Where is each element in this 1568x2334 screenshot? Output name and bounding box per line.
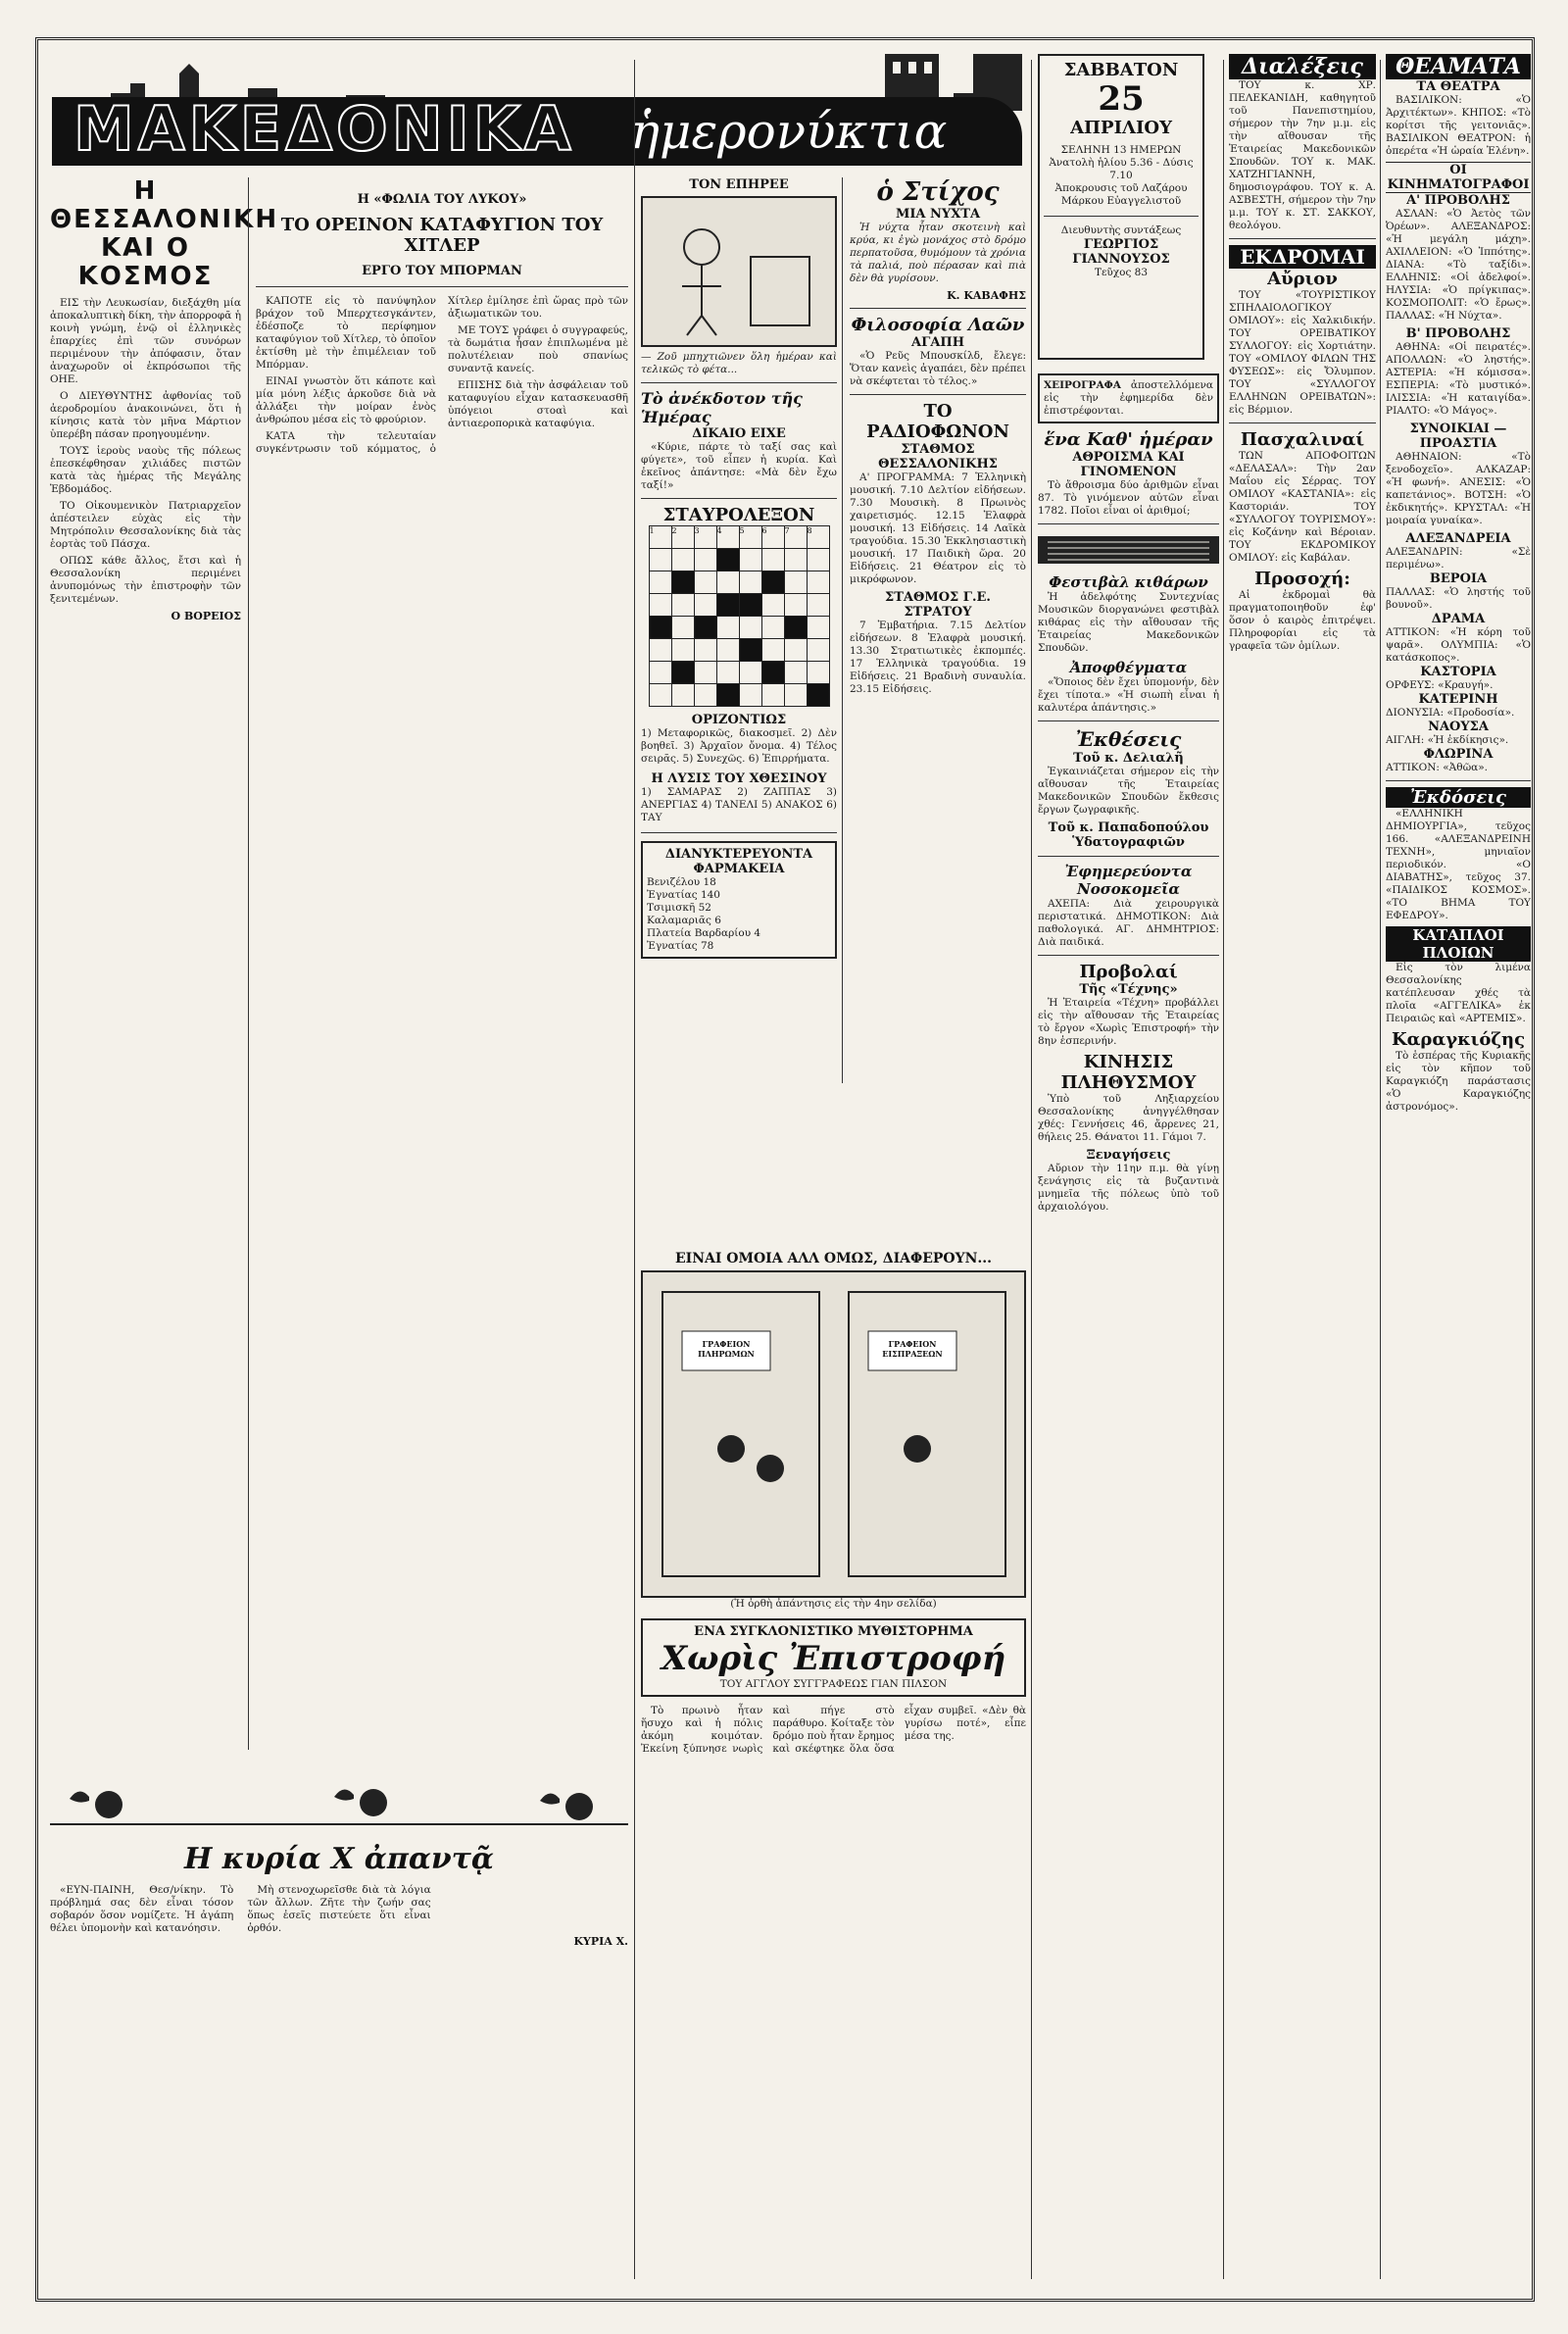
karagiozis-title: Καραγκιόζης: [1391, 1029, 1526, 1050]
paragraph: ΚΑΠΟΤΕ εἰς τὸ πανύψηλον βράχον τοῦ Μπερχτεσγκάντεν, ἐδέσποζε τὸ περίφημον καταφύγιον τοῦ Χίτλερ, τὸ ὁποῖον ἐκτίσθη μὲ τὴν ἐπιμέλειαν τοῦ Μπόρμαν.: [256, 295, 436, 371]
attention-title: Προσοχή:: [1254, 569, 1350, 589]
crossword-number: 5: [739, 526, 761, 549]
town-name: ΒΕΡΟΙΑ: [1429, 571, 1488, 586]
excursions-text: ΤΟΥ «ΤΟΥΡΙΣΤΙΚΟΥ ΣΠΗΛΑΙΟΛΟΓΙΚΟΥ ΟΜΙΛΟΥ»: εἰς Χαλκιδικήν. ΤΟΥ ΟΡΕΙΒΑΤΙΚΟΥ ΣΥΛΛΟΓΟΥ: εἰς Χορτιάτην. ΤΟΥ «ΟΜΙΛΟΥ ΦΙΛΩΝ ΤΗΣ ΦΥΣΕΩΣ»: εἰς Ὄλυμπον. ΤΟΥ «ΣΥΛΛΟΓΟΥ ΕΛΛΗΝΩΝ ΟΡΕΙΒΑΤΩΝ»: εἰς Βέρμιον.: [1229, 289, 1376, 416]
volume: Τεῦχος 83: [1094, 267, 1149, 278]
column-shows: [1386, 54, 1531, 2279]
suburbs-title: ΣΥΝΟΙΚΙΑΙ — ΠΡΟΑΣΤΙΑ: [1409, 422, 1507, 451]
crossword-number: 6: [761, 526, 784, 549]
exhibition-item: Ὑδατογραφιῶν: [1072, 835, 1185, 850]
crossword-grid: [649, 525, 830, 707]
theatres-text: ΒΑΣΙΛΙΚΟΝ: «Ὁ Ἀρχιτέκτων». ΚΗΠΟΣ: «Τὸ κορίτσι τῆς γειτονιᾶς». ΒΑΣΙΛΙΚΟΝ ΘΕΑΤΡΟΝ: ἡ ὀπερέτα «Ἡ ὡραία Ἑλένη».: [1386, 94, 1531, 157]
town-text: ΑΤΤΙΚΟΝ: «Ἡ κόρη τοῦ ψαρᾶ». ΟΛΥΜΠΙΑ: «Ὁ κατάσκοπος».: [1386, 626, 1531, 664]
masthead: [52, 54, 1022, 167]
editor-name: ΓΕΩΡΓΙΟΣ ΓΙΑΝΝΟΥΣΟΣ: [1072, 237, 1170, 267]
attention-text: Αἱ ἐκδρομαὶ θὰ πραγματοποιηθοῦν ἐφ' ὅσον ὁ καιρὸς ἐπιτρέψει. Πληροφορίαι εἰς τὰ γραφεῖα τῶν ὁμίλων.: [1229, 589, 1376, 652]
festival-text: Ἡ ἀδελφότης Συντεχνίας Μουσικῶν διοργανώνει φεστιβὰλ κιθάρας εἰς τὴν αἴθουσαν τῆς Ἑταιρείας Μακεδονικῶν Σπουδῶν.: [1038, 591, 1219, 654]
town-text: ΑΙΓΛΗ: «Ἡ ἐκδίκησις».: [1386, 734, 1509, 746]
publications-text: «ΕΛΛΗΝΙΚΗ ΔΗΜΙΟΥΡΓΙΑ», τεῦχος 166. «ΑΛΕΞΑΝΔΡΕΙΝΗ ΤΕΧΝΗ», μηνιαῖον περιοδικόν. «Ο ΔΙΑΒΑΤΗΣ», τεῦχος 37. «ΠΑΙΔΙΚΟΣ ΚΟΣΜΟΣ». «ΤΟ ΒΗΜΑ ΤΟΥ ΕΦΕΔΡΟΥ».: [1386, 808, 1531, 921]
daily-text: Τὸ ἄθροισμα δύο ἀριθμῶν εἶναι 87. Τὸ γινόμενον αὐτῶν εἶναι 1782. Ποῖοι εἶναι οἱ ἀριθμοί;: [1038, 479, 1219, 517]
town-name: ΚΑΤΕΡΙΝΗ: [1418, 692, 1498, 707]
first-run-text: ΑΣΛΑΝ: «Ὁ Ἀετὸς τῶν Ὀρέων». ΑΛΕΞΑΝΔΡΟΣ: «Ἡ μεγάλη μάχη». ΑΧΙΛΛΕΙΟΝ: «Ὁ Ἰππότης». ΔΙΑΝΑ: «Τὸ ταξίδι». ΕΛΛΗΝΙΣ: «Οἱ ἀδελφοί». ΗΛΥΣΙΑ: «Ὁ πρίγκιπας». ΚΟΣΜΟΠΟΛΙΤ: «Ὁ ἔρως». ΠΑΛΛΑΣ: «Ἡ Νύχτα».: [1386, 208, 1531, 322]
hospitals-text: ΑΧΕΠΑ: Διὰ χειρουργικὰ περιστατικά. ΔΗΜΟΤΙΚΟΝ: Διὰ παθολογικά. ΑΓ. ΔΗΜΗΤΡΙΟΣ: Διὰ παιδικά.: [1038, 898, 1219, 948]
anecdote-text: «Κύριε, πάρτε τὸ ταξί σας καὶ φύγετε», τοῦ εἶπεν ἡ κυρία. Καὶ ἐκεῖνος ἀπάντησε: «Μὰ δὲν ἔχω ταξί!»: [641, 441, 837, 491]
radio-title: ΤΟ ΡΑΔΙΟΦΩΝΟΝ: [866, 401, 1009, 442]
newspaper-page: [35, 37, 1535, 2302]
date-box: [1038, 54, 1204, 363]
town-text: ΑΛΕΞΑΝΔΡΙΝ: «Σὲ περιμένω».: [1386, 546, 1531, 571]
paragraph: Μὴ στενοχωρεῖσθε διὰ τὰ λόγια τῶν ἄλλων. Ζῆτε τὴν ζωήν σας ὅπως ἐσεῖς πιστεύετε ὅτι εἶναι ὀρθόν.: [247, 1884, 431, 1934]
cartoon-title: ΤΟΝ ΕΠΗΡΕΕ: [689, 177, 789, 192]
paragraph: Ο ΔΙΕΥΘΥΝΤΗΣ ἀφθονίας τοῦ ἀεροδρομίου ἀνακοινώνει, ὅτι ἡ κίνησις κατὰ τὸν μῆνα Μάρτιον ὑπερέβη πάσαν προηγουμένην.: [50, 390, 241, 440]
suburbs-text: ΑΘΗΝΑΙΟΝ: «Τὸ ξενοδοχεῖο». ΑΛΚΑΖΑΡ: «Ἡ φωνή». ΑΝΕΣΙΣ: «Ὁ καπετάνιος». ΒΟΤΣΗ: «Ὁ ἐκδικητής». ΚΡΥΣΤΑΛ: «Ἡ μοιραία γυναίκα».: [1386, 451, 1531, 526]
paragraph: ΕΙΣ τὴν Λευκωσίαν, διεξάχθη μία ἀποκαλυπτικὴ δίκη, τὴν ἀπορροφᾶ ἡ κοινὴ γνώμη, ἐνῷ οἱ ἐλληνικὲς ἐπαρχίες ἐπὶ τῶν συνόρων περιμένουν τὴν ἀπόφασιν, ὅταν ἀναχωροῦν οἱ ἐκπρόσωποι τῆς ΟΗΕ.: [50, 297, 241, 385]
pharmacy-item: Βενιζέλου 18: [647, 876, 716, 888]
signature: Ο ΒΟΡΕΙΟΣ: [171, 610, 241, 622]
cartoon-sign: ΓΡΑΦΕΙΟΝ ΠΛΗΡΩΜΩΝ: [698, 1339, 755, 1359]
paragraph: ΟΠΩΣ κάθε ἄλλος, ἔτσι καὶ ἡ Θεσσαλονίκη περιμένει ἀνυπομόνως τὴν ἐπιστροφὴν τῶν ξενιτεμένων.: [50, 555, 241, 605]
cartoon-sign: ΓΡΑΦΕΙΟΝ ΕΙΣΠΡΑΞΕΩΝ: [882, 1339, 943, 1359]
pharmacies-title: ΔΙΑΝΥΚΤΕΡΕΥΟΝΤΑ ΦΑΡΜΑΚΕΙΑ: [664, 847, 813, 876]
notice-title: ΧΕΙΡΟΓΡΑΦΑ: [1044, 379, 1121, 391]
screenings-title: Προβολαί: [1079, 962, 1178, 982]
second-run-title: Β' ΠΡΟΒΟΛΗΣ: [1405, 326, 1511, 341]
date-line: Ἀποκρουσις τοῦ Λαζάρου: [1054, 182, 1188, 194]
poem-title: ὁ Στίχος: [876, 177, 1000, 207]
clues-title: ΟΡΙΖΟΝΤΙΩΣ: [691, 713, 787, 727]
ships-text: Εἰς τὸν λιμένα Θεσσαλονίκης κατέπλευσαν χθές τὰ πλοῖα «ΑΓΓΕΛΙΚΑ» ἐκ Πειραιῶς καὶ «ΑΡΤΕΜΙΣ».: [1386, 962, 1531, 1024]
byline: ΕΡΓΟ ΤΟΥ ΜΠΟΡΜΑΝ: [362, 264, 522, 278]
tours-text: Αὔριον τὴν 11ην π.μ. θὰ γίνῃ ξενάγησις εἰς τὰ βυζαντινὰ μνημεῖα τῆς πόλεως ὑπὸ τοῦ ἀρχαιολόγου.: [1038, 1163, 1219, 1213]
column-hitler-article: [256, 192, 628, 1731]
first-run-title: Α' ΠΡΟΒΟΛΗΣ: [1406, 193, 1510, 208]
exhibition-text: Ἐγκαινιάζεται σήμερον εἰς τὴν αἴθουσαν τῆς Ἑταιρείας Μακεδονικῶν Σπουδῶν ἔκθεσις ἔργων ζωγραφικῆς.: [1038, 766, 1219, 816]
column-puzzles: [641, 177, 837, 1236]
crossword-title: ΣΤΑΥΡΟΛΕΞΟΝ: [662, 505, 815, 525]
date-line: Μάρκου Εὐαγγελιστοῦ: [1060, 195, 1182, 207]
column-poem-radio: [850, 177, 1026, 1079]
pharmacy-item: Ἐγνατίας 140: [647, 889, 720, 901]
lectures-title: Διαλέξεις: [1229, 54, 1376, 79]
cupids-illustration: [50, 1775, 628, 1834]
shows-title: ΘΕΑΜΑΤΑ: [1386, 54, 1531, 79]
comparison-cartoon-image: [641, 1270, 1026, 1598]
second-run-text: ΑΘΗΝΑ: «Οἱ πειρατές». ΑΠΟΛΛΩΝ: «Ὁ ληστής». ΑΣΤΕΡΙΑ: «Ἡ κόμισσα». ΕΣΠΕΡΙΑ: «Τὸ μυστικό». ΙΛΙΣΣΙΑ: «Ἡ καταιγίδα». ΡΙΑΛΤΟ: «Ὁ Μάγος».: [1386, 341, 1531, 417]
paragraph: ΜΕ ΤΟΥΣ γράφει ὁ συγγραφεύς, τὰ δωμάτια ἦσαν ἐπιπλωμένα μὲ πολυτέλειαν ποὺ σπανίως συναντᾷ κανείς.: [448, 324, 628, 374]
radio-subtitle-2: ΣΤΑΘΜΟΣ Γ.Ε. ΣΤΡΑΤΟΥ: [885, 590, 991, 620]
paragraph: ΕΙΝΑΙ γνωστὸν ὅτι κάποτε καὶ μία μόνη λέξις ἀρκοῦσε διὰ νὰ ἀλλάξει τὴν μοίραν ἑνὸς ἀνθρώπου μέσα εἰς τὸ φρούριον.: [256, 375, 436, 425]
publications-title: Ἐκδόσεις: [1386, 787, 1531, 808]
town-name: ΑΛΕΞΑΝΔΡΕΙΑ: [1405, 531, 1511, 546]
column-cartoon-serial: [641, 1251, 1026, 2285]
anecdote-subtitle: ΔΙΚΑΙΟ ΕΙΧΕ: [692, 426, 786, 441]
radio-text: Α' ΠΡΟΓΡΑΜΜΑ: 7 Ἑλληνικὴ μουσική. 7.10 Δελτίον εἰδήσεων. 7.30 Μουσικὴ. 8 Πρωινὸς χαιρετισμός. 12.15 Ἐλαφρὰ μουσική. 13 Εἰδήσεις. 14 Λαϊκὰ τραγούδια. 15.30 Ἐκκλησιαστικὴ μουσική. 17 Παιδικὴ ὥρα. 20 Εἰδήσεις. 21 Θέατρον εἰς τὸ μικρόφωνον.: [850, 472, 1026, 585]
clues-text: 1) Μεταφορικῶς, διακοσμεῖ. 2) Δὲν βοηθεῖ. 3) Ἀρχαῖον ὄνομα. 4) Τέλος σειρᾶς. 5) Συνεχῶς. 6) Ἐπιρρήματα.: [641, 727, 837, 765]
town-text: ΟΡΦΕΥΣ: «Κραυγή».: [1386, 679, 1494, 691]
date-month: ΑΠΡΙΛΙΟΥ: [1070, 118, 1172, 138]
town-name: ΚΑΣΤΟΡΙΑ: [1420, 665, 1496, 679]
population-text: Ὑπὸ τοῦ Ληξιαρχείου Θεσσαλονίκης ἀνηγγέλθησαν χθές: Γεννήσεις 46, ἄρρενες 21, θήλεις 25. Θάνατοι 11. Γάμοι 7.: [1038, 1093, 1219, 1143]
crossword-number: 1: [649, 526, 671, 549]
cartoon-caption: — Ζοῦ μπηχτιῶνεν ὅλη ἡμέραν καὶ τελικῶς τὸ φέτα...: [641, 351, 837, 375]
guitar-strings-illustration: [1038, 530, 1219, 570]
notice-text: ἀποστελλόμενα εἰς τὴν ἐφημερίδα δὲν ἐπιστρέφονται.: [1044, 379, 1213, 417]
town-text: ΑΤΤΙΚΟΝ: «Ἀθῶα».: [1386, 762, 1488, 773]
poem-author: Κ. ΚΑΒΑΦΗΣ: [947, 289, 1026, 302]
hospitals-title: Ἐφημερεύοντα Νοσοκομεῖα: [1064, 863, 1193, 898]
festival-title: Φεστιβὰλ κιθάρων: [1049, 573, 1208, 591]
town-text: ΠΑΛΛΑΣ: «Ὁ ληστής τοῦ βουνοῦ».: [1386, 586, 1531, 611]
date-line: Ἀνατολὴ ἡλίου 5.36 - Δύσις 7.10: [1049, 157, 1194, 181]
serial-kicker: ΕΝΑ ΣΥΓΚΛΟΝΙΣΤΙΚΟ ΜΥΘΙΣΤΟΡΗΜΑ: [694, 1624, 973, 1639]
exhibition-item: Τοῦ κ. Παπαδοπούλου: [1048, 820, 1209, 835]
town-name: ΦΛΩΡΙΝΑ: [1423, 747, 1494, 762]
pharmacy-item: Καλαμαριᾶς 6: [647, 915, 721, 926]
crossword-number: 8: [807, 526, 829, 549]
ships-title: ΚΑΤΑΠΛΟΙ ΠΛΟΙΩΝ: [1386, 926, 1531, 962]
article-title: ΤΟ ΟΡΕΙΝΟΝ ΚΑΤΑΦΥΓΙΟΝ ΤΟΥ ΧΙΤΛΕΡ: [280, 215, 604, 256]
poem-text: Ἡ νύχτα ἦταν σκοτεινὴ καὶ κρύα, κι ἐγὼ μονάχος στὸ δρόμο περπατοῦσα, θυμόμουν τὰ χρόνια τὰ παλιά, ποὺ πέρασαν καὶ πιὰ δὲν θὰ γυρίσουν.: [850, 222, 1026, 284]
philosophy-subtitle: ΑΓΑΠΗ: [911, 335, 964, 350]
daily-subtitle: ΑΘΡΟΙΣΜΑ ΚΑΙ ΓΙΝΟΜΕΝΟΝ: [1072, 450, 1185, 479]
serial-text: Τὸ πρωινὸ ἦταν ἥσυχο καὶ ἡ πόλις ἀκόμη κοιμόταν. Ἐκείνη ξύπνησε νωρὶς καὶ πήγε στὸ παράθυρο. Κοίταξε τὸν δρόμο ποὺ ἦταν ἔρημος καὶ σκέφτηκε ὅλα ὅσα εἶχαν συμβεῖ. «Δὲν θὰ γυρίσω ποτέ», εἶπε μέσα της.: [641, 1705, 1026, 1755]
serial-author: ΤΟΥ ΑΓΓΛΟΥ ΣΥΓΓΡΑΦΕΩΣ ΓΙΑΝ ΠΙΛΣΟΝ: [719, 1678, 948, 1690]
signature: ΚΥΡΙΑ Χ.: [573, 1935, 628, 1948]
date-line: ΣΕΛΗΝΗ 13 ΗΜΕΡΩΝ: [1060, 144, 1182, 156]
crossword-number: 3: [694, 526, 716, 549]
tours-title: Ξεναγήσεις: [1086, 1148, 1171, 1163]
philosophy-text: «Ὁ Ρεῦς Μπουσκίλδ, ἔλεγε: Ὅταν κανεὶς ἀγαπάει, δὲν πρέπει νὰ σκέφτεται τὸ τέλος.»: [850, 350, 1026, 387]
paragraph: ΕΠΙΣΗΣ διὰ τὴν ἀσφάλειαν τοῦ καταφυγίου εἶχαν κατασκευασθῆ ὑπόγειοι στοαὶ καὶ ἀντιαεροπορικὰ καταφύγια.: [448, 379, 628, 429]
crossword-number: 4: [716, 526, 739, 549]
paragraph: ΤΟ Οἰκουμενικὸν Πατριαρχεῖον ἀπέστειλεν εὐχὰς εἰς τὴν Μητρόπολιν Θεσσαλονίκης διὰ τὰς ἑορτὰς τοῦ Πάσχα.: [50, 500, 241, 550]
serial-advert: [641, 1618, 1026, 1697]
editor-label: Διευθυντὴς συντάξεως: [1060, 224, 1182, 236]
sayings-text: «Ὅποιος δὲν ἔχει ὑπομονήν, δὲν ἔχει τίποτα.» «Ἡ σιωπὴ εἶναι ἡ καλυτέρα ἀπάντησις.»: [1038, 676, 1219, 714]
solution-title: Η ΛΥΣΙΣ ΤΟΥ ΧΘΕΣΙΝΟΥ: [651, 771, 827, 786]
exhibitions-title: Ἐκθέσεις: [1075, 727, 1182, 751]
cartoon-image: [641, 196, 837, 347]
lectures-text: ΤΟΥ κ. ΧΡ. ΠΕΛΕΚΑΝΙΔΗ, καθηγητοῦ τοῦ Πανεπιστημίου, σήμερον τὴν 7ην μ.μ. εἰς τὴν αἴθουσαν τῆς Ἑταιρείας Μακεδονικῶν Σπουδῶν. ΤΟΥ κ. ΜΑΚ. ΧΑΤΖΗΓΙΑΝΝΗ, δημοσιογράφου. ΤΟΥ κ. Α. ΑΣΒΕΣΤΗ, σήμερον τὴν 7ην μ.μ. ΤΟΥ κ. ΣΤ. ΣΑΚΚΟΥ, θεολόγου.: [1229, 79, 1376, 231]
poem-subtitle: ΜΙΑ ΝΥΧΤΑ: [895, 207, 981, 222]
column-title: Η ΘΕΣΣΑΛΟΝΙΚΗ ΚΑΙ Ο ΚΟΣΜΟΣ: [50, 176, 279, 291]
masthead-subtitle: ἡμερονύκτια: [630, 103, 948, 160]
column-title: Η κυρία Χ ἀπαντᾷ: [183, 1842, 495, 1876]
solution-text: 1) ΣΑΜΑΡΑΣ 2) ΖΑΠΠΑΣ 3) ΑΝΕΡΓΙΑΣ 4) ΤΑΝΕΛΙ 5) ΑΝΑΚΟΣ 6) ΤΑΥ: [641, 786, 837, 823]
exhibition-item: Τοῦ κ. Δελιαλῆ: [1073, 751, 1184, 766]
population-title: ΚΙΝΗΣΙΣ ΠΛΗΘΥΣΜΟΥ: [1060, 1052, 1197, 1093]
daily-title: ἕνα Καθ' ἡμέραν: [1044, 429, 1213, 450]
screenings-subtitle: Τῆς «Τέχνης»: [1079, 982, 1178, 997]
easter-title: Πασχαλιναί: [1240, 429, 1365, 450]
kicker: Η «ΦΩΛΙΑ ΤΟΥ ΛΥΚΟΥ»: [357, 192, 527, 207]
crossword-number: 7: [784, 526, 807, 549]
radio-text-2: 7 Ἐμβατήρια. 7.15 Δελτίον εἰδήσεων. 8 Ἐλαφρὰ μουσική. 13.30 Στρατιωτικὲς ἐκπομπές. 17 Ἑλληνικὰ τραγούδια. 19 Εἰδήσεις. 21 Βραδινὴ συναυλία. 23.15 Εἰδήσεις.: [850, 620, 1026, 695]
date-day: ΣΑΒΒΑΤΟΝ: [1063, 60, 1179, 80]
screenings-text: Ἡ Ἑταιρεία «Τέχνη» προβάλλει εἰς τὴν αἴθουσαν τῆς Ἐταιρείας τὸ ἔργον «Χωρὶς Ἐπιστροφή» τὴν 8ην ἑσπερινήν.: [1038, 997, 1219, 1047]
masthead-title: ΜΑΚΕΔΟΝΙΚΑ: [74, 93, 575, 165]
philosophy-title: Φιλοσοφία Λαῶν: [851, 315, 1025, 335]
radio-subtitle: ΣΤΑΘΜΟΣ ΘΕΣΣΑΛΟΝΙΚΗΣ: [878, 442, 998, 472]
anecdote-title: Τὸ ἀνέκδοτον τῆς Ἡμέρας: [641, 389, 803, 426]
date-number: 25: [1098, 79, 1145, 119]
column-advice: [50, 1775, 628, 2285]
excursions-subtitle: Αὔριον: [1267, 269, 1338, 289]
paragraph: ΤΟΥΣ ἱεροὺς ναοὺς τῆς πόλεως ἐπεσκέφθησαν χιλιάδες πιστῶν κατὰ τὰς ἡμέρας τῆς Μεγάλης Ἑβδομάδος.: [50, 445, 241, 495]
paragraph: «ΕΥΝ-ΠΑΙΝΗ, Θεσ/νίκην. Τὸ πρόβλημά σας δὲν εἶναι τόσον σοβαρόν ὅσον νομίζετε. Ἡ ἀγάπη θέλει ὑπομονὴν καὶ κατανόησιν.: [50, 1884, 234, 1934]
karagiozis-text: Τὸ ἑσπέρας τῆς Κυριακῆς εἰς τὸν κῆπον τοῦ Καραγκιόζη παράστασις «Ὁ Καραγκιόζης ἀστρονόμος».: [1386, 1050, 1531, 1113]
town-name: ΔΡΑΜΑ: [1431, 612, 1486, 626]
pharmacy-item: Πλατεία Βαρδαρίου 4: [647, 927, 761, 939]
town-name: ΝΑΟΥΣΑ: [1428, 720, 1489, 734]
column-notices: [1038, 373, 1219, 2285]
crossword-number: 2: [671, 526, 694, 549]
column-lectures: [1229, 54, 1376, 2279]
sayings-title: Ἀποφθέγματα: [1069, 659, 1188, 676]
comparison-cartoon-title: ΕΙΝΑΙ ΟΜΟΙΑ ΑΛΛ ΟΜΩΣ, ΔΙΑΦΕΡΟΥΝ...: [674, 1251, 992, 1266]
town-text: ΔΙΟΝΥΣΙΑ: «Προδοσία».: [1386, 707, 1515, 719]
comparison-cartoon-caption: (Ἡ ὀρθὴ ἀπάντησις εἰς τὴν 4ην σελίδα): [730, 1598, 937, 1610]
pharmacy-item: Τσιμισκῆ 52: [647, 902, 711, 914]
column-thessaloniki: [50, 176, 279, 1726]
easter-text: ΤΩΝ ΑΠΟΦΟΙΤΩΝ «ΔΕΛΑΣΑΛ»: Τὴν 2αν Μαΐου εἰς Σέρρας. ΤΟΥ ΟΜΙΛΟΥ «ΚΑΣΤΑΝΙΑ»: εἰς Καστοριάν. ΤΟΥ «ΣΥΛΛΟΓΟΥ ΤΟΥΡΙΣΜΟΥ»: εἰς Κοζάνην καὶ Βέροιαν. ΤΟΥ ΕΚΔΡΟΜΙΚΟΥ ΟΜΙΛΟΥ: εἰς Καβάλαν.: [1229, 450, 1376, 564]
theatres-title: ΤΑ ΘΕΑΤΡΑ: [1416, 79, 1500, 94]
cinemas-title: ΟΙ ΚΙΝΗΜΑΤΟΓΡΑΦΟΙ: [1387, 163, 1530, 192]
excursions-title: ΕΚΔΡΟΜΑΙ: [1229, 245, 1376, 269]
serial-title: Χωρὶς Ἐπιστροφή: [661, 1639, 1006, 1678]
paragraph: ΚΑΤΑ τὴν τελευταίαν συγκέντρωσιν τοῦ κόμματος, ὁ Χίτλερ ἐμίλησε ἐπὶ ὥρας πρὸ τῶν ἀξιωματικῶν του.: [256, 295, 628, 455]
pharmacy-item: Ἐγνατίας 78: [647, 940, 714, 952]
